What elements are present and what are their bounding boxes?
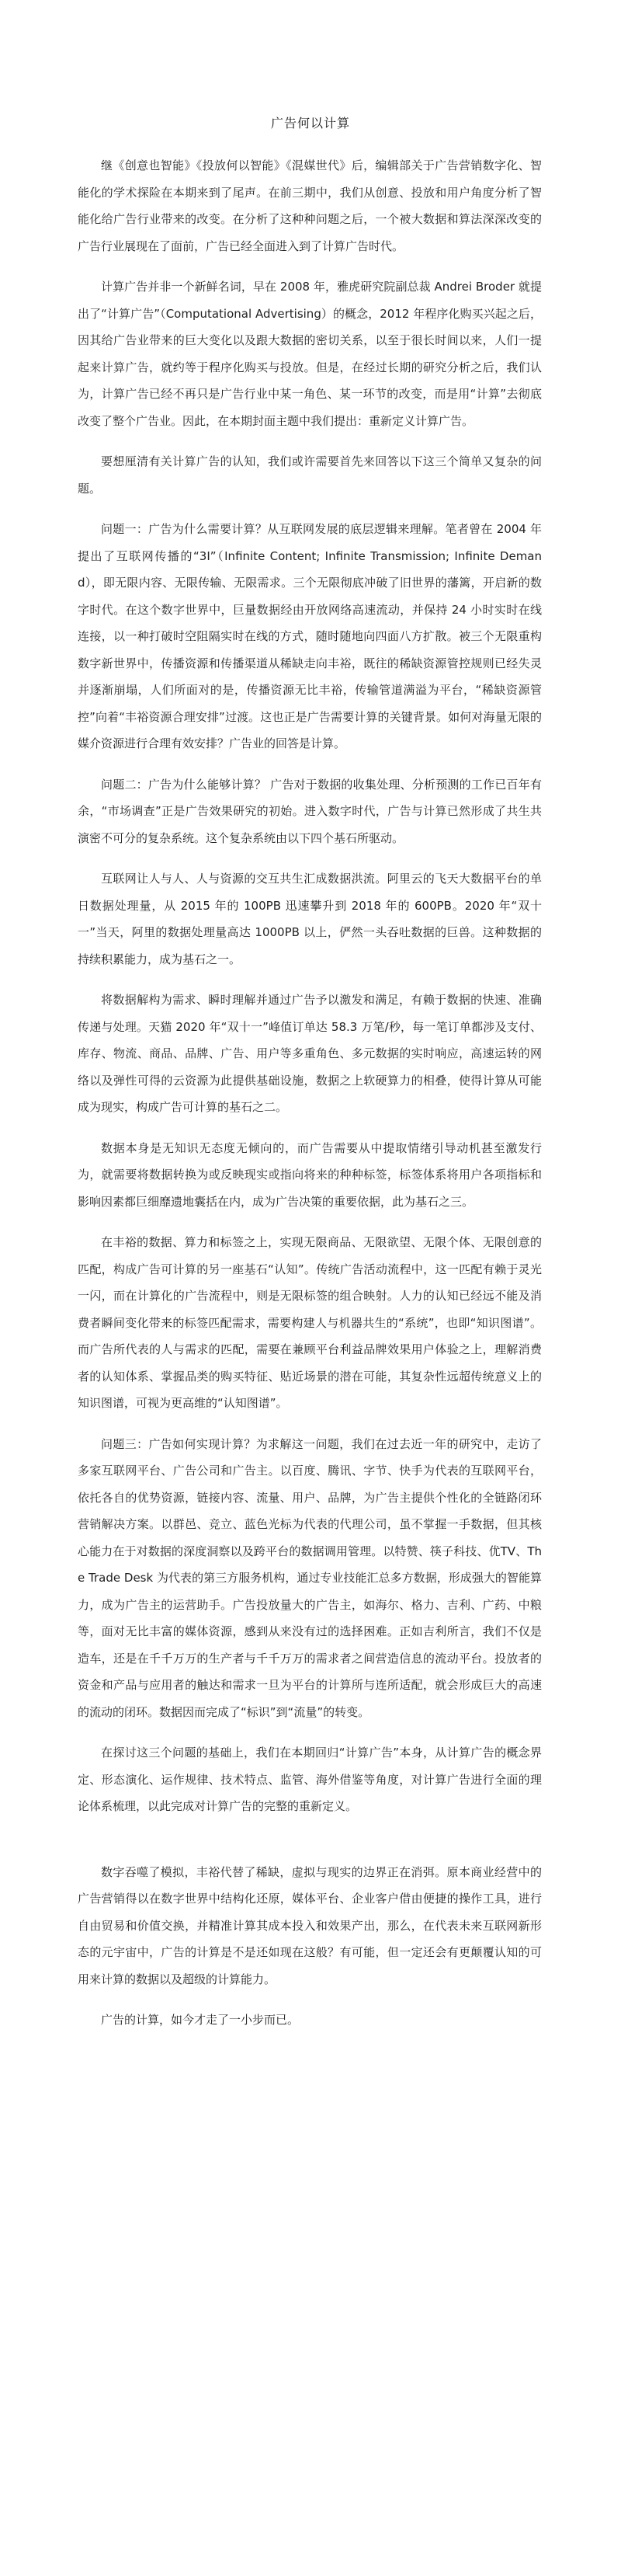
paragraph: 计算广告并非一个新鲜名词，早在 2008 年，雅虎研究院副总裁 Andrei Broder 就提出了“计算广告”（Computational Advertising）的概念，2012 年程序化购买兴起之后，因其给广告业带来的巨大变化以及跟大数据的密切关系，以至于很长时间以来，人们一提起来计算广告，就约等于程序化购买与投放。但是，在经过长期的研究分析之后，我们认为，计算广告已经不再只是广告行业中某一角色、某一环节的改变，而是用“计算”去彻底改变了整个广告业。因此，在本期封面主题中我们提出：重新定义计算广告。 (78, 280, 542, 428)
paragraph: 问题一：广告为什么需要计算？从互联网发展的底层逻辑来理解。笔者曾在 2004 年提出了互联网传播的“3I”（Infinite Content; Infinite Transmission; Infinite Demand），即无限内容、无限传输、无限需求。三个无限彻底冲破了旧世界的藩篱，开启新的数字时代。在这个数字世界中，巨量数据经由开放网络高速流动，并保持 24 小时实时在线连接，以一种打破时空阻隔实时在线的方式，随时随地向四面八方扩散。被三个无限重构数字新世界中，传播资源和传播渠道从稀缺走向丰裕，既往的稀缺资源管控规则已经失灵并逐渐崩塌，人们所面对的是，传播资源无比丰裕，传输管道满溢为平台，“稀缺资源管控”向着“丰裕资源合理安排”过渡。这也正是广告需要计算的关键背景。如何对海量无限的媒介资源进行合理有效安排？广告业的回答是计算。 (78, 522, 542, 750)
paragraph: 广告的计算，如今才走了一小步而已。 (101, 2013, 300, 2027)
paragraph: 数据本身是无知识无态度无倾向的，而广告需要从中提取情绪引导动机甚至激发行为，就需要将数据转换为或反映现实或指向将来的种种标签，标签体系将用户各项指标和影响因素都巨细靡遗地囊括在内，成为广告决策的重要依据，此为基石之三。 (78, 1140, 542, 1209)
paragraph: 数字吞噬了模拟，丰裕代替了稀缺，虚拟与现实的边界正在消弭。原本商业经营中的广告营销得以在数字世界中结构化还原，媒体平台、企业客户借由便捷的操作工具，进行自由贸易和价值交换，并精准计算其成本投入和效果产出，那么，在代表未来互联网新形态的元宇宙中，广告的计算是不是还如现在这般？有可能，但一定还会有更颠覆认知的可用来计算的数据以及超级的计算能力。 (78, 1864, 542, 1986)
paragraph: 将数据解构为需求、瞬时理解并通过广告予以激发和满足，有赖于数据的快速、准确传递与处理。天猫 2020 年“双十一”峰值订单达 58.3 万笔/秒，每一笔订单都涉及支付、库存、物流、商品、品牌、广告、用户等多重角色、多元数据的实时响应，高速运转的网络以及弹性可得的云资源为此提供基础设施，数据之上软硬算力的相叠，使得计算从可能成为现实，构成广告可计算的基石之二。 (78, 993, 542, 1114)
paragraph: 问题二：广告为什么能够计算？ 广告对于数据的收集处理、分析预测的工作已百年有余，“市场调查”正是广告效果研究的初始。进入数字时代，广告与计算已然形成了共生共演密不可分的复杂系统。这个复杂系统由以下四个基石所驱动。 (78, 777, 542, 845)
article-body (78, 152, 542, 2048)
paragraph: 在探讨这三个问题的基础上，我们在本期回归“计算广告”本身，从计算广告的概念界定、形态演化、运作规律、技术特点、监管、海外借鉴等角度，对计算广告进行全面的理论体系梳理，以此完成对计算广告的完整的重新定义。 (78, 1746, 542, 1813)
paragraph: 互联网让人与人、人与资源的交互共生汇成数据洪流。阿里云的飞天大数据平台的单日数据处理量，从 2015 年的 100PB 迅速攀升到 2018 年的 600PB。2020 年“双十一”当天，阿里的数据处理量高达 1000PB 以上，俨然一头吞吐数据的巨兽。这种数据的持续积累能力，成为基石之一。 (78, 872, 542, 966)
paragraph: 要想厘清有关计算广告的认知，我们或许需要首先来回答以下这三个简单又复杂的问题。 (78, 454, 542, 496)
paragraph: 在丰裕的数据、算力和标签之上，实现无限商品、无限欲望、无限个体、无限创意的匹配，构成广告可计算的另一座基石“认知”。传统广告活动流程中，这一匹配有赖于灵光一闪，而在计算化的广告流程中，则是无限标签的组合映射。人力的认知已经远不能及消费者瞬间变化带来的标签匹配需求，需要构建人与机器共生的“系统”，也即“知识图谱”。而广告所代表的人与需求的匹配，需要在兼顾平台利益品牌效果用户体验之上，理解消费者的认知体系、掌握品类的购买特征、贴近场景的潜在可能，其复杂性远超传统意义上的知识图谱，可视为更高维的“认知图谱”。 (78, 1235, 542, 1410)
paragraph: 继《创意也智能》《投放何以智能》《混媒世代》后，编辑部关于广告营销数字化、智能化的学术探险在本期来到了尾声。在前三期中，我们从创意、投放和用户角度分析了智能化给广告行业带来的改变。在分析了这种种问题之后，一个被大数据和算法深深改变的广告行业展现在了面前，广告已经全面进入到了计算广告时代。 (78, 158, 542, 253)
paragraph: 问题三：广告如何实现计算？为求解这一问题，我们在过去近一年的研究中，走访了多家互联网平台、广告公司和广告主。以百度、腾讯、字节、快手为代表的互联网平台，依托各自的优势资源，链接内容、流量、用户、品牌，为广告主提供个性化的全链路闭环营销解决方案。以群邑、竞立、蓝色光标为代表的代理公司，虽不掌握一手数据，但其核心能力在于对数据的深度洞察以及跨平台的数据调用管理。以特赞、筷子科技、优TV、The Trade Desk 为代表的第三方服务机构，通过专业技能汇总多方数据，形成强大的智能算力，成为广告主的运营助手。广告投放量大的广告主，如海尔、格力、吉利、广药、中粮等，面对无比丰富的媒体资源，感到从来没有过的选择困难。正如吉利所言，我们不仅是造车，还是在千千万万的生产者与千千万万的需求者之间营造信息的流动平台。投放者的资金和产品与应用者的触达和需求一旦为平台的计算所与连所适配，就会形成巨大的高速的流动的闭环。数据因而完成了“标识”到“流量”的转变。 (78, 1436, 542, 1719)
article-title: 广告何以计算 (270, 116, 350, 131)
